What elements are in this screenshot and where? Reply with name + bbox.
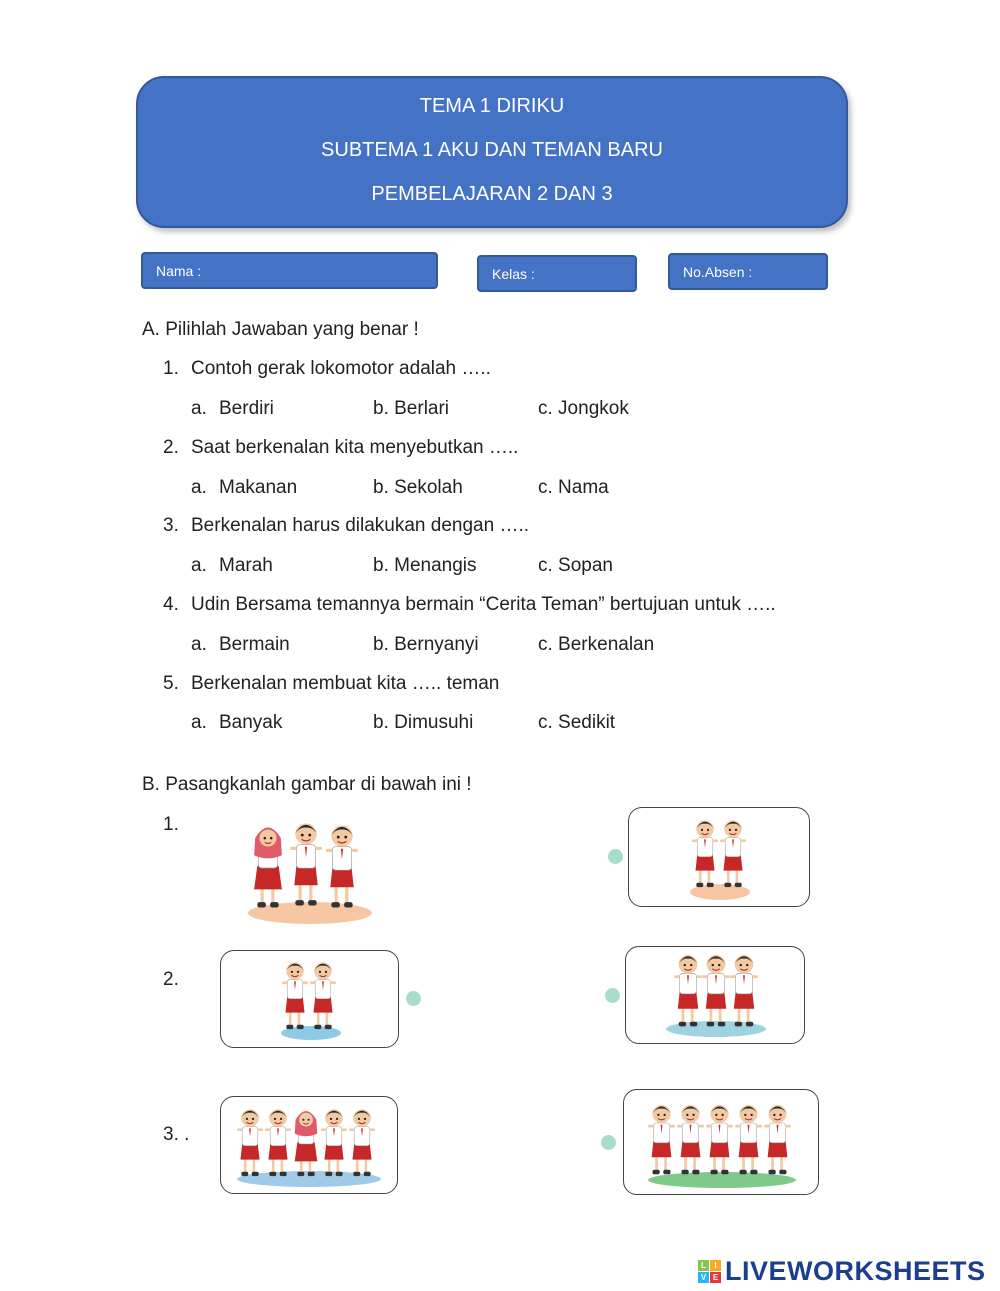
section-a-title: A. Pilihlah Jawaban yang benar ! (142, 319, 419, 340)
match-dot-left-2[interactable] (406, 991, 421, 1006)
option-a-letter: a. (191, 398, 207, 419)
option-a[interactable]: Marah (219, 555, 273, 576)
logo-mark-icon: L I V E (698, 1260, 721, 1283)
match-card-left-3[interactable] (220, 1096, 398, 1194)
match-item-number: 3. . (163, 1124, 190, 1145)
option-b[interactable]: b. Berlari (373, 398, 450, 419)
absen-field[interactable] (668, 253, 828, 290)
match-card-right-1[interactable] (628, 807, 810, 907)
class-field[interactable] (477, 255, 637, 292)
option-a-letter: a. (191, 555, 207, 576)
option-c[interactable]: c. Berkenalan (538, 634, 655, 655)
match-card-left-2[interactable] (220, 950, 399, 1048)
option-a-letter: a. (191, 712, 207, 733)
option-c[interactable]: c. Sedikit (538, 712, 616, 733)
section-b-title: B. Pasangkanlah gambar di bawah ini ! (142, 774, 472, 795)
option-b[interactable]: b. Sekolah (373, 477, 463, 498)
match-item-number: 2. (163, 969, 179, 990)
match-item-number: 1. (163, 814, 179, 835)
title-banner (136, 76, 848, 228)
match-dot-right-1[interactable] (608, 849, 623, 864)
option-a[interactable]: Makanan (219, 477, 298, 498)
five-kids-illustration (233, 1103, 385, 1189)
question-number: 2. (163, 437, 179, 458)
question-text: Udin Bersama temannya bermain “Cerita Teman” bertujuan untuk ….. (191, 594, 776, 615)
match-dot-right-2[interactable] (605, 988, 620, 1003)
name-field[interactable] (141, 252, 438, 289)
option-c[interactable]: c. Sopan (538, 555, 613, 576)
subtheme-title: SUBTEMA 1 AKU DAN TEMAN BARU (321, 139, 663, 161)
option-b[interactable]: b. Bernyanyi (373, 634, 479, 655)
absen-label: No.Absen : (683, 264, 753, 280)
question-number: 4. (163, 594, 179, 615)
match-card-right-3[interactable] (623, 1089, 819, 1195)
option-a-letter: a. (191, 634, 207, 655)
option-a[interactable]: Banyak (219, 712, 283, 733)
question-number: 3. (163, 515, 179, 536)
question-text: Saat berkenalan kita menyebutkan ….. (191, 437, 519, 458)
class-label: Kelas : (492, 266, 535, 282)
two-girls-illustration (684, 814, 756, 902)
three-girls-illustration (240, 815, 380, 927)
question-number: 1. (163, 358, 179, 379)
option-a[interactable]: Bermain (219, 634, 290, 655)
five-kids-green-illustration (644, 1096, 800, 1190)
option-b[interactable]: b. Dimusuhi (373, 712, 474, 733)
question-text: Contoh gerak lokomotor adalah ….. (191, 358, 491, 379)
two-kids-illustration (276, 957, 346, 1043)
option-a[interactable]: Berdiri (219, 398, 274, 419)
option-b[interactable]: b. Menangis (373, 555, 477, 576)
question-text: Berkenalan harus dilakukan dengan ….. (191, 515, 530, 536)
option-c[interactable]: c. Jongkok (538, 398, 629, 419)
match-card-right-2[interactable] (625, 946, 805, 1044)
three-boys-illustration (664, 951, 768, 1039)
logo-text: LIVEWORKSHEETS (725, 1255, 986, 1286)
liveworksheets-logo (698, 1254, 986, 1288)
match-dot-right-3[interactable] (601, 1135, 616, 1150)
question-text: Berkenalan membuat kita ….. teman (191, 673, 500, 694)
option-a-letter: a. (191, 477, 207, 498)
option-c[interactable]: c. Nama (538, 477, 609, 498)
lesson-title: PEMBELAJARAN 2 DAN 3 (371, 183, 613, 205)
name-label: Nama : (156, 263, 202, 279)
question-number: 5. (163, 673, 179, 694)
theme-title: TEMA 1 DIRIKU (419, 95, 565, 117)
